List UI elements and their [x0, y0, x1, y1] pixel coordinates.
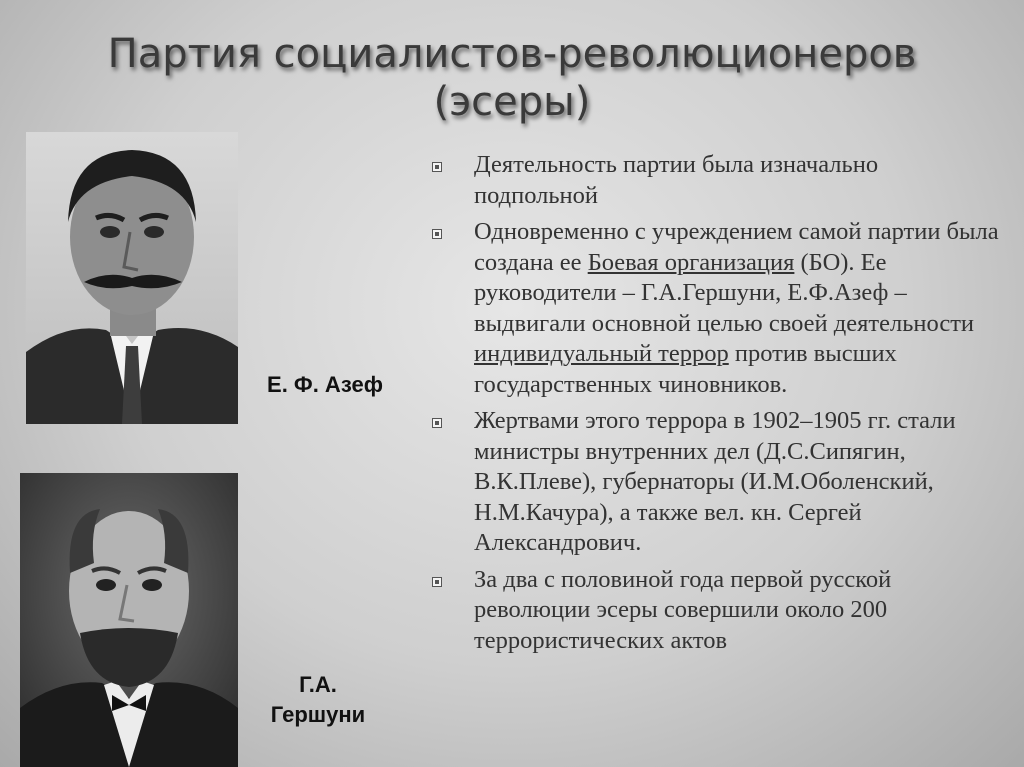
bullet-text: Деятельность партии была изначально подпольной [474, 151, 879, 209]
bullet-list [420, 150, 1000, 662]
bullet-item [420, 150, 1000, 211]
bullet-marker-icon [432, 229, 442, 239]
bullet-text: За два с половиной года первой русской революции эсеры совершили около 200 террористических актов [474, 565, 892, 654]
portrait-azef [26, 132, 238, 424]
portrait-caption-gershuni-line-2: Гершуни [270, 702, 366, 727]
portrait-caption-gershuni-line-1: Г.А. [299, 672, 337, 697]
term-individual-terror: индивидуальный террор [474, 340, 729, 367]
slide-title-line-2: (эсеры) [433, 79, 591, 125]
bullet-marker-icon [432, 418, 442, 428]
bullet-text: Жертвами этого террора в 1902–1905 гг. стали министры внутренних дел (Д.С.Сипягин, В.К.Плеве), губернаторы (И.М.Оболенский, Н.М.Качура), а также вел. кн. Сергей Александрович. [474, 407, 956, 556]
term-combat-organization: Боевая организация [587, 248, 795, 276]
bullet-marker-icon [432, 162, 442, 172]
portrait-caption-azef: Е. Ф. Азеф [267, 372, 383, 397]
bullet-item [420, 565, 1000, 657]
bullet-item [420, 217, 1000, 400]
bullet-text: против высших государственных чиновников. [474, 340, 897, 398]
bullet-text: Одновременно с учреждением самой партии была создана ее [474, 218, 999, 276]
bullet-text: (БО). Ее руководители – Г.А.Гершуни, Е.Ф.Азеф – выдвигали основной целью своей деятельности [474, 248, 975, 337]
portrait-caption-gershuni [258, 670, 378, 730]
slide-title [0, 30, 1024, 126]
bullet-marker-icon [432, 577, 442, 587]
portrait-gershuni [20, 473, 238, 767]
slide-title-line-1: Партия социалистов-революционеров [107, 31, 917, 77]
bullet-item [420, 406, 1000, 559]
